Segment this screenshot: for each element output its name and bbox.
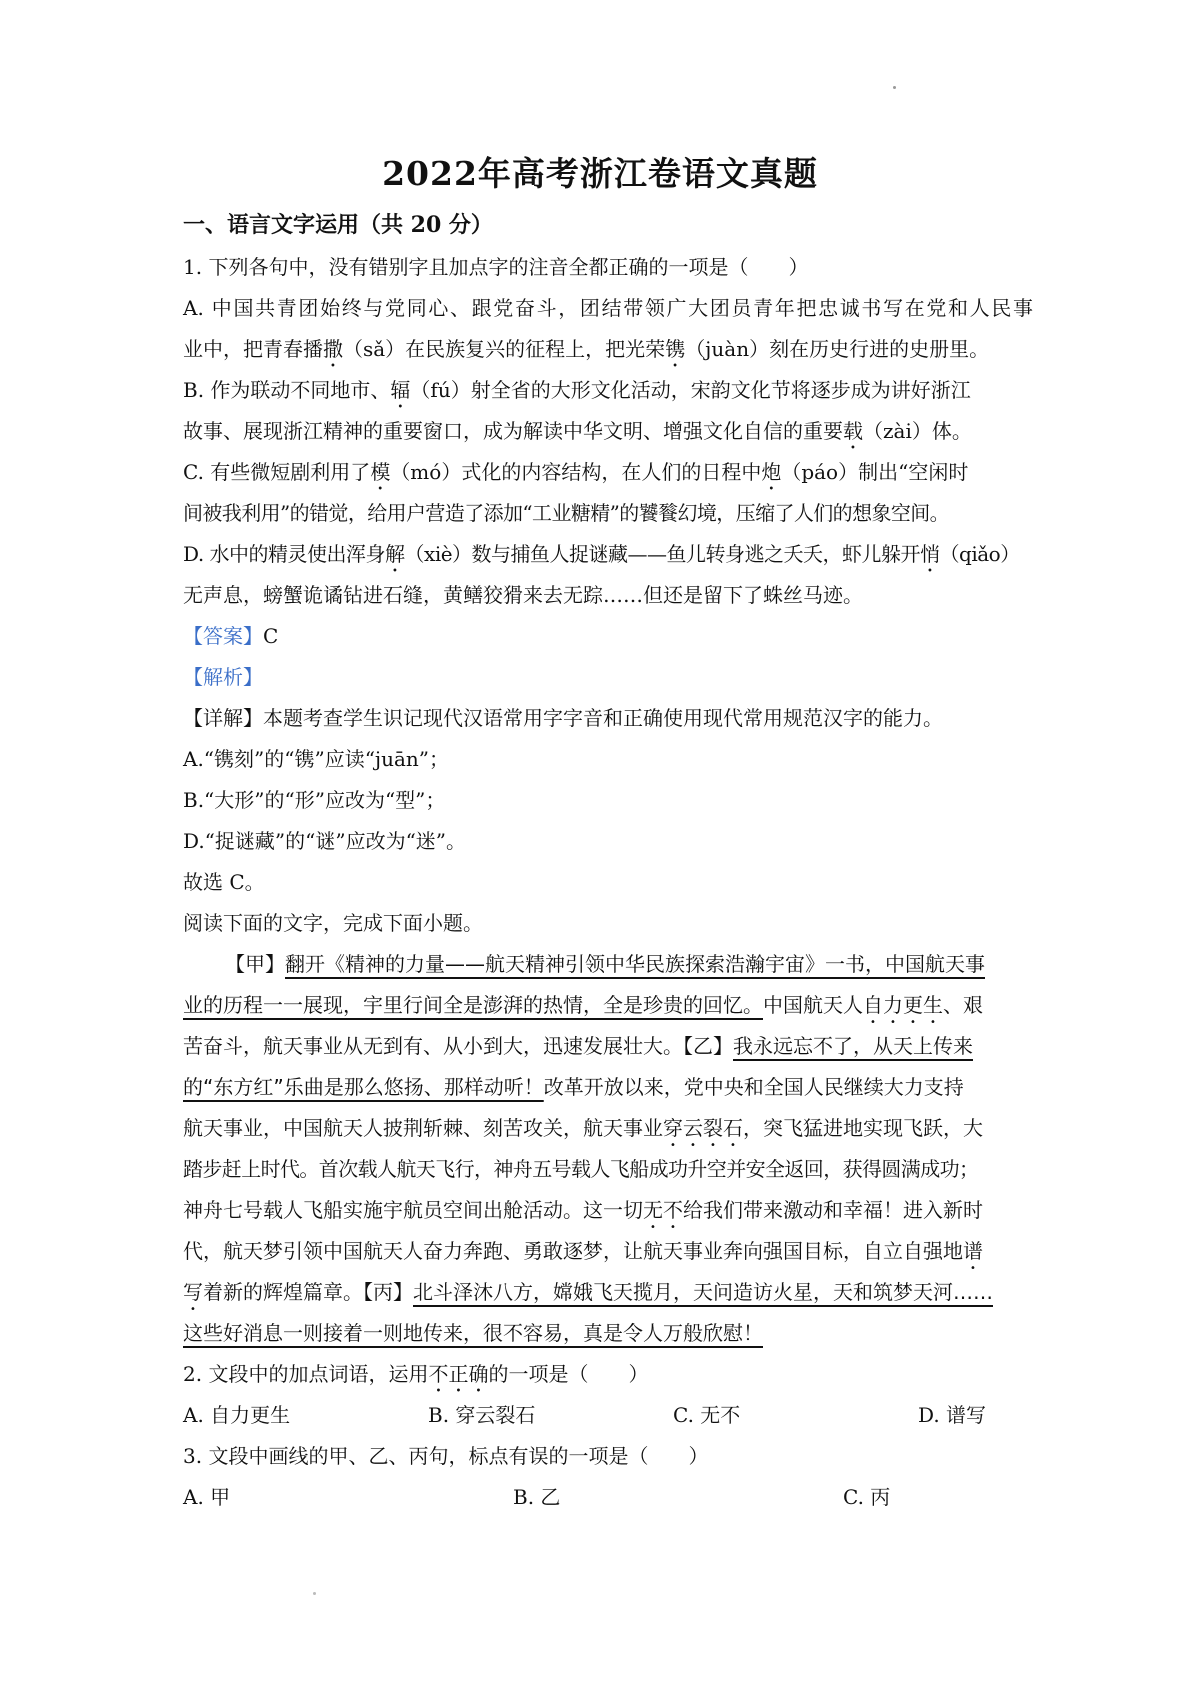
q1-option-d-line1: D. 水中的精灵使出浑身解（xiè）数与捕鱼人捉谜藏——鱼儿转身逃之夭夭，虾儿躲开悄（qiǎo） [183, 542, 1020, 566]
dotted-char: 撒 [323, 337, 343, 361]
dotted-word: 自力更生 [863, 993, 943, 1017]
question-1-stem: 1. 下列各句中，没有错别字且加点字的注音全都正确的一项是（ ） [183, 255, 809, 279]
conclusion: 故选 C。 [183, 870, 265, 894]
passage-line: 的“东方红”乐曲是那么悠扬、那样动听！改革开放以来，党中央和全国人民继续大力支持 [183, 1075, 964, 1099]
reading-passage [183, 944, 1033, 1354]
q2-option-b: B. 穿云裂石 [428, 1403, 536, 1427]
reading-instruction: 阅读下面的文字，完成下面小题。 [183, 911, 483, 935]
scan-speck [313, 1592, 316, 1595]
explanation-d: D.“捉谜藏”的“谜”应改为“迷”。 [183, 829, 467, 853]
q2-option-d: D. 谱写 [918, 1403, 987, 1427]
underlined-sentence-bing: 这些好消息一则接着一则地传来，很不容易，真是令人万般欣慰！ [183, 1321, 763, 1345]
dotted-char: 镌 [665, 337, 686, 361]
passage-line: 踏步赶上时代。首次载人航天飞行，神舟五号载人飞船成功升空并安全返回，获得圆满成功； [183, 1157, 979, 1181]
question-2-stem: 2. 文段中的加点词语，运用不正确的一项是（ ） [183, 1362, 649, 1386]
scan-speck [893, 86, 896, 89]
dotted-char: 解 [385, 542, 405, 566]
question-3-stem: 3. 文段中画线的甲、乙、丙句，标点有误的一项是（ ） [183, 1444, 709, 1468]
answer-label: 【答案】 [183, 624, 263, 648]
dotted-char: 载 [843, 419, 863, 443]
q1-option-a-line1: A. 中国共青团始终与党同心、跟党奋斗，团结带领广大团员青年把忠诚书写在党和人民事 [183, 296, 1033, 320]
passage-line: 【甲】翻开《精神的力量——航天精神引领中华民族探索浩瀚宇宙》一书，中国航天事 [225, 952, 985, 976]
q1-option-c-line2: 间被我利用”的错觉，给用户营造了添加“工业糖精”的饕餮幻境，压缩了人们的想象空间。 [183, 501, 950, 525]
q1-option-b-line2: 故事、展现浙江精神的重要窗口，成为解读中华文明、增强文化自信的重要载（zài）体。 [183, 419, 972, 443]
answer-value: C [263, 624, 279, 648]
passage-line: 代，航天梦引领中国航天人奋力奔跑、勇敢逐梦，让航天事业奔向强国目标，自立自强地谱 [183, 1239, 983, 1263]
q3-option-b: B. 乙 [513, 1485, 561, 1509]
underlined-sentence-yi: 的“东方红”乐曲是那么悠扬、那样动听！ [183, 1075, 544, 1099]
answer-line [183, 616, 1033, 657]
dotted-char: 模 [370, 460, 391, 484]
dotted-char: 炮 [761, 460, 782, 484]
q1-option-d-line2: 无声息，螃蟹诡谲钻进石缝，黄鳝狡猾来去无踪……但还是留下了蛛丝马迹。 [183, 583, 863, 607]
dotted-word: 谱 [963, 1239, 983, 1263]
dotted-char: 悄 [920, 542, 940, 566]
passage-line: 业的历程一一展现，宇里行间全是澎湃的热情，全是珍贵的回忆。中国航天人自力更生、艰 [183, 993, 983, 1017]
passage-line: 苦奋斗，航天事业从无到有、从小到大，迅速发展壮大。【乙】我永远忘不了，从天上传来 [183, 1034, 973, 1058]
underlined-sentence-bing: 北斗泽沐八方，嫦娥飞天揽月，天问造访火星，天和筑梦天河…… [413, 1280, 993, 1304]
q3-option-c: C. 丙 [843, 1485, 891, 1509]
passage-line: 神舟七号载人飞船实施宇航员空间出舱活动。这一切无不给我们带来激动和幸福！进入新时 [183, 1198, 983, 1222]
q2-option-c: C. 无不 [673, 1403, 741, 1427]
dotted-word: 穿云裂石 [663, 1116, 743, 1140]
passage-line [183, 1313, 1033, 1354]
dotted-word: 写 [183, 1280, 203, 1304]
q1-option-b-line1: B. 作为联动不同地市、辐（fú）射全省的大形文化活动，宋韵文化节将逐步成为讲好浙江 [183, 378, 971, 402]
page-title: 2022年高考浙江卷语文真题 [382, 154, 818, 193]
q1-option-a-line2: 业中，把青春播撒（sǎ）在民族复兴的征程上，把光荣镌（juàn）刻在历史行进的史册里。 [183, 337, 990, 361]
q3-option-a: A. 甲 [183, 1485, 231, 1509]
passage-line: 航天事业，中国航天人披荆斩棘、刻苦攻关，航天事业穿云裂石，突飞猛进地实现飞跃，大 [183, 1116, 983, 1140]
detail-line: 【详解】本题考查学生识记现代汉语常用字字音和正确使用现代常用规范汉字的能力。 [183, 706, 943, 730]
underlined-sentence-jia: 翻开《精神的力量——航天精神引领中华民族探索浩瀚宇宙》一书，中国航天事 [285, 952, 985, 976]
underlined-sentence-yi: 我永远忘不了，从天上传来 [733, 1034, 973, 1058]
passage-line: 写着新的辉煌篇章。【丙】北斗泽沐八方，嫦娥飞天揽月，天问造访火星，天和筑梦天河…… [183, 1280, 993, 1304]
q2-option-a: A. 自力更生 [183, 1403, 291, 1427]
dotted-char: 辐 [390, 378, 411, 402]
analysis-label: 【解析】 [183, 665, 263, 689]
question-2-options [183, 1395, 1033, 1436]
underlined-sentence-jia: 业的历程一一展现，宇里行间全是澎湃的热情，全是珍贵的回忆。 [183, 993, 763, 1017]
explanation-b: B.“大形”的“形”应改为“型”； [183, 788, 446, 812]
exam-content [183, 205, 1033, 1518]
section-heading: 一、语言文字运用（共 20 分） [183, 212, 493, 238]
explanation-a: A.“镌刻”的“镌”应读“juān”； [183, 747, 450, 771]
question-3-options [183, 1477, 1033, 1518]
dotted-word: 无不 [643, 1198, 683, 1222]
dotted-word: 不正确 [428, 1362, 489, 1386]
q1-option-c-line1: C. 有些微短剧利用了模（mó）式化的内容结构，在人们的日程中炮（páo）制出“空闲时 [183, 460, 969, 484]
